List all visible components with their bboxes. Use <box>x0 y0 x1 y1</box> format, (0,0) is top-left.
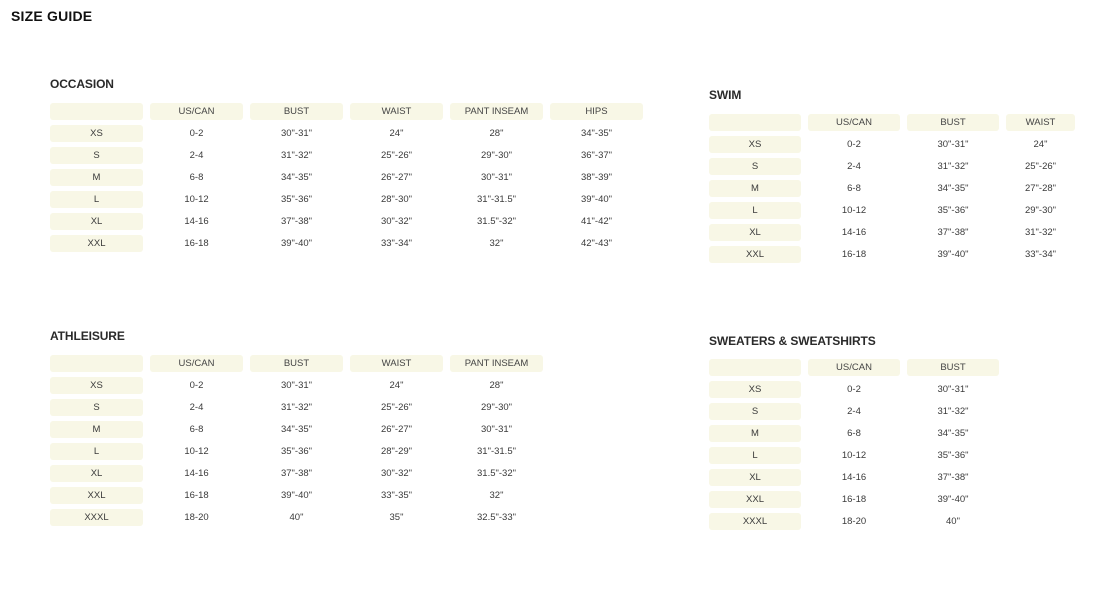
measurement-cell: 25"-26" <box>1024 161 1057 172</box>
table-row <box>50 509 543 526</box>
section-title: OCCASION <box>50 77 114 91</box>
measurement-cell: 34"-35" <box>937 183 969 194</box>
table-row <box>50 125 643 142</box>
measurement-cell: 31"-31.5" <box>477 194 516 205</box>
table-row <box>50 421 543 438</box>
measurement-cell: 18-20 <box>184 512 209 523</box>
measurement-cell: 32" <box>489 490 504 501</box>
table-row <box>50 465 543 482</box>
measurement-cell: 37"-38" <box>280 216 313 227</box>
measurement-cell: 37"-38" <box>280 468 313 479</box>
measurement-cell: 24" <box>1033 139 1048 150</box>
measurement-cell: 10-12 <box>841 205 867 216</box>
size-label-cell: XXXL <box>50 509 143 526</box>
table-row <box>709 158 1075 175</box>
header-cell-blank <box>709 359 801 376</box>
measurement-cell: 34"-35" <box>280 172 313 183</box>
measurement-cell: 14-16 <box>184 216 209 227</box>
occasion-size-section <box>50 77 650 257</box>
size-label-cell: M <box>709 425 801 442</box>
table-row <box>709 136 1075 153</box>
measurement-cell: 28" <box>489 128 504 139</box>
measurement-cell: 39"-40" <box>280 238 313 249</box>
measurement-cell: 27"-28" <box>1024 183 1057 194</box>
column-header: PANT INSEAM <box>450 103 543 120</box>
section-title: ATHLEISURE <box>50 329 125 343</box>
measurement-cell: 10-12 <box>841 450 867 461</box>
measurement-cell: 29"-30" <box>480 402 513 413</box>
column-header: US/CAN <box>150 355 243 372</box>
measurement-cell: 14-16 <box>841 472 867 483</box>
table-header-row <box>50 103 643 120</box>
measurement-cell: 41"-42" <box>580 216 613 227</box>
sweaters-size-table <box>702 354 1006 535</box>
column-header: BUST <box>250 355 343 372</box>
measurement-cell: 25"-26" <box>380 402 413 413</box>
measurement-cell: 31.5"-32" <box>477 216 516 227</box>
athleisure-size-section <box>50 329 550 531</box>
sweaters-size-section <box>709 334 1006 535</box>
measurement-cell: 42"-43" <box>580 238 613 249</box>
table-row <box>709 403 999 420</box>
measurement-cell: 30"-31" <box>480 424 513 435</box>
measurement-cell: 37"-38" <box>937 472 969 483</box>
measurement-cell: 28"-29" <box>380 446 413 457</box>
column-header: HIPS <box>550 103 643 120</box>
size-label-cell: L <box>50 191 143 208</box>
measurement-cell: 35"-36" <box>937 450 969 461</box>
table-row <box>50 399 543 416</box>
table-header-row <box>50 355 543 372</box>
measurement-cell: 34"-35" <box>580 128 613 139</box>
size-label-cell: S <box>50 147 143 164</box>
measurement-cell: 35" <box>389 512 404 523</box>
table-row <box>709 246 1075 263</box>
measurement-cell: 0-2 <box>189 128 204 139</box>
table-row <box>709 491 999 508</box>
table-row <box>709 513 999 530</box>
table-header-row <box>709 114 1075 131</box>
size-label-cell: L <box>709 202 801 219</box>
measurement-cell: 34"-35" <box>280 424 313 435</box>
measurement-cell: 16-18 <box>841 249 867 260</box>
measurement-cell: 31"-32" <box>937 161 969 172</box>
column-header: BUST <box>907 359 999 376</box>
measurement-cell: 26"-27" <box>380 424 413 435</box>
column-header: US/CAN <box>808 114 900 131</box>
measurement-cell: 30"-31" <box>480 172 513 183</box>
page-title: SIZE GUIDE <box>11 8 93 24</box>
measurement-cell: 2-4 <box>189 402 204 413</box>
measurement-cell: 40" <box>289 512 304 523</box>
measurement-cell: 30"-31" <box>280 380 313 391</box>
section-title: SWEATERS & SWEATSHIRTS <box>709 334 876 348</box>
table-header-row <box>709 359 999 376</box>
swim-size-section <box>709 88 1082 268</box>
table-row <box>709 469 999 486</box>
table-row <box>50 487 543 504</box>
table-row <box>50 169 643 186</box>
measurement-cell: 31.5"-32" <box>477 468 516 479</box>
measurement-cell: 36"-37" <box>580 150 613 161</box>
measurement-cell: 18-20 <box>841 516 867 527</box>
size-label-cell: XXL <box>50 487 143 504</box>
size-label-cell: M <box>709 180 801 197</box>
measurement-cell: 16-18 <box>841 494 867 505</box>
table-row <box>50 377 543 394</box>
table-row <box>709 381 999 398</box>
measurement-cell: 34"-35" <box>937 428 969 439</box>
size-label-cell: XL <box>709 469 801 486</box>
column-header: WAIST <box>350 103 443 120</box>
size-label-cell: XS <box>50 377 143 394</box>
measurement-cell: 14-16 <box>184 468 209 479</box>
measurement-cell: 29"-30" <box>480 150 513 161</box>
measurement-cell: 40" <box>946 516 960 527</box>
athleisure-size-table <box>43 350 550 531</box>
measurement-cell: 31"-32" <box>280 402 313 413</box>
measurement-cell: 25"-26" <box>380 150 413 161</box>
measurement-cell: 39"-40" <box>937 249 969 260</box>
measurement-cell: 0-2 <box>847 139 861 150</box>
measurement-cell: 6-8 <box>847 428 861 439</box>
table-row <box>709 447 999 464</box>
size-label-cell: XXL <box>709 246 801 263</box>
measurement-cell: 31"-32" <box>1024 227 1057 238</box>
measurement-cell: 39"-40" <box>280 490 313 501</box>
size-label-cell: XS <box>709 381 801 398</box>
measurement-cell: 38"-39" <box>580 172 613 183</box>
size-label-cell: XS <box>50 125 143 142</box>
table-row <box>50 443 543 460</box>
measurement-cell: 30"-32" <box>380 468 413 479</box>
measurement-cell: 24" <box>389 128 404 139</box>
column-header: WAIST <box>1006 114 1075 131</box>
measurement-cell: 39"-40" <box>937 494 969 505</box>
column-header: PANT INSEAM <box>450 355 543 372</box>
measurement-cell: 10-12 <box>184 446 209 457</box>
measurement-cell: 16-18 <box>184 238 209 249</box>
occasion-size-table <box>43 98 650 257</box>
measurement-cell: 35"-36" <box>280 194 313 205</box>
measurement-cell: 10-12 <box>184 194 209 205</box>
measurement-cell: 33"-34" <box>380 238 413 249</box>
measurement-cell: 29"-30" <box>1024 205 1057 216</box>
measurement-cell: 2-4 <box>847 161 861 172</box>
measurement-cell: 24" <box>389 380 404 391</box>
table-row <box>50 191 643 208</box>
header-cell-blank <box>50 103 143 120</box>
measurement-cell: 6-8 <box>189 172 204 183</box>
size-label-cell: S <box>50 399 143 416</box>
column-header: US/CAN <box>150 103 243 120</box>
size-label-cell: S <box>709 158 801 175</box>
measurement-cell: 30"-31" <box>280 128 313 139</box>
section-title: SWIM <box>709 88 742 102</box>
measurement-cell: 28"-30" <box>380 194 413 205</box>
measurement-cell: 39"-40" <box>580 194 613 205</box>
table-row <box>709 224 1075 241</box>
size-label-cell: L <box>50 443 143 460</box>
measurement-cell: 26"-27" <box>380 172 413 183</box>
measurement-cell: 16-18 <box>184 490 209 501</box>
table-row <box>709 202 1075 219</box>
size-label-cell: XL <box>50 465 143 482</box>
column-header: WAIST <box>350 355 443 372</box>
size-label-cell: XXL <box>709 491 801 508</box>
size-label-cell: M <box>50 169 143 186</box>
measurement-cell: 28" <box>489 380 504 391</box>
measurement-cell: 35"-36" <box>280 446 313 457</box>
swim-size-table <box>702 109 1082 268</box>
measurement-cell: 32" <box>489 238 504 249</box>
column-header: BUST <box>250 103 343 120</box>
header-cell-blank <box>50 355 143 372</box>
size-label-cell: S <box>709 403 801 420</box>
measurement-cell: 0-2 <box>847 384 861 395</box>
measurement-cell: 0-2 <box>189 380 204 391</box>
header-cell-blank <box>709 114 801 131</box>
measurement-cell: 31"-32" <box>280 150 313 161</box>
table-row <box>50 213 643 230</box>
measurement-cell: 14-16 <box>841 227 867 238</box>
measurement-cell: 30"-31" <box>937 384 969 395</box>
measurement-cell: 30"-31" <box>937 139 969 150</box>
size-label-cell: XL <box>709 224 801 241</box>
measurement-cell: 6-8 <box>847 183 861 194</box>
measurement-cell: 30"-32" <box>380 216 413 227</box>
size-label-cell: XXL <box>50 235 143 252</box>
table-row <box>709 180 1075 197</box>
table-row <box>50 147 643 164</box>
measurement-cell: 37"-38" <box>937 227 969 238</box>
size-label-cell: XXXL <box>709 513 801 530</box>
measurement-cell: 2-4 <box>189 150 204 161</box>
measurement-cell: 31"-32" <box>937 406 969 417</box>
measurement-cell: 2-4 <box>847 406 861 417</box>
measurement-cell: 31"-31.5" <box>477 446 516 457</box>
size-label-cell: L <box>709 447 801 464</box>
column-header: BUST <box>907 114 999 131</box>
measurement-cell: 33"-35" <box>380 490 413 501</box>
measurement-cell: 33"-34" <box>1024 249 1057 260</box>
size-label-cell: XS <box>709 136 801 153</box>
measurement-cell: 35"-36" <box>937 205 969 216</box>
measurement-cell: 32.5"-33" <box>477 512 516 523</box>
column-header: US/CAN <box>808 359 900 376</box>
measurement-cell: 6-8 <box>189 424 204 435</box>
table-row <box>709 425 999 442</box>
table-row <box>50 235 643 252</box>
size-label-cell: XL <box>50 213 143 230</box>
size-label-cell: M <box>50 421 143 438</box>
